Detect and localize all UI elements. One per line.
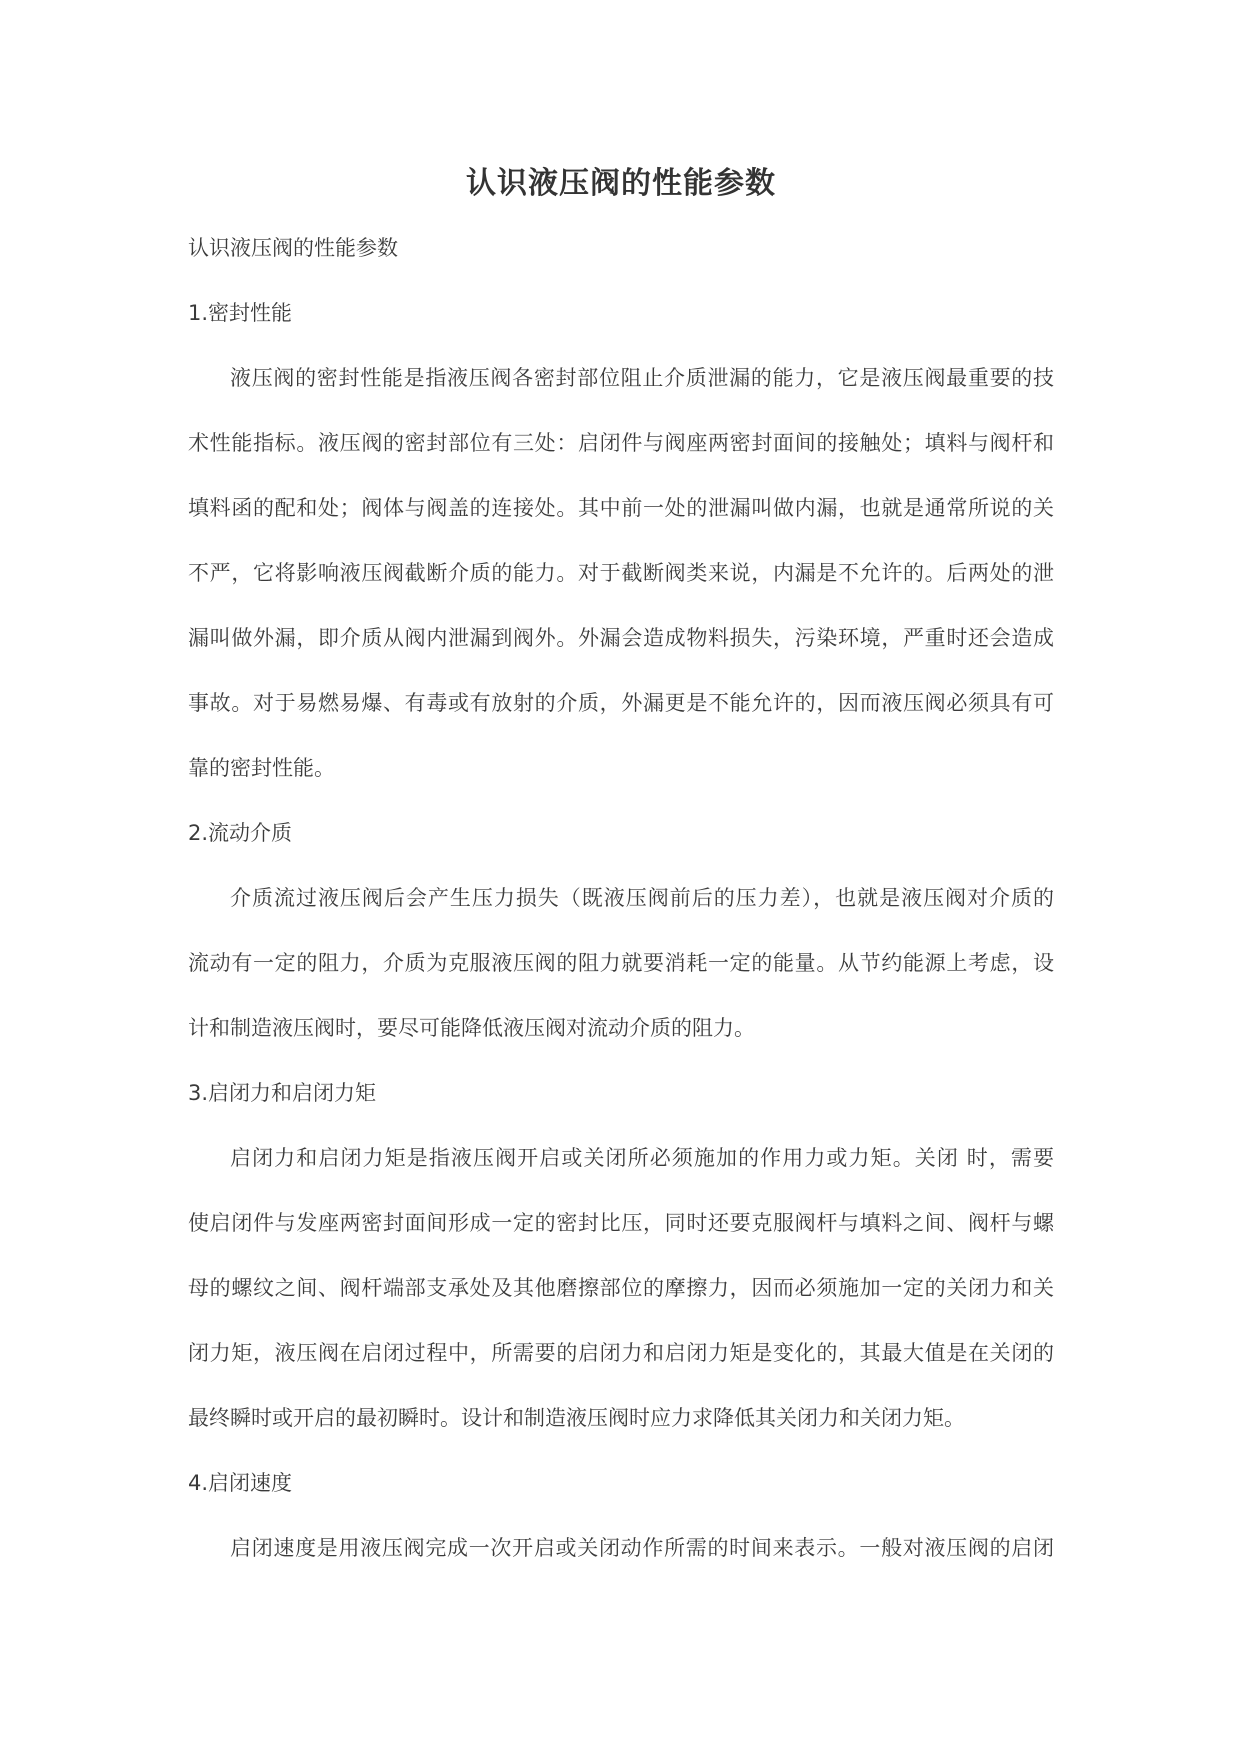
paragraph-line: 最终瞬时或开启的最初瞬时。设计和制造液压阀时应力求降低其关闭力和关闭力矩。 xyxy=(188,1406,965,1430)
paragraph-line: 术性能指标。液压阀的密封部位有三处：启闭件与阀座两密封面间的接触处；填料与阀杆和 xyxy=(188,431,1054,455)
paragraph-line: 计和制造液压阀时，要尽可能降低液压阀对流动介质的阻力。 xyxy=(188,1016,755,1040)
paragraph-line: 使启闭件与发座两密封面间形成一定的密封比压，同时还要克服阀杆与填料之间、阀杆与螺 xyxy=(188,1211,1054,1235)
paragraph-line: 液压阀的密封性能是指液压阀各密封部位阻止介质泄漏的能力，它是液压阀最重要的技 xyxy=(230,366,1054,390)
document-subtitle: 认识液压阀的性能参数 xyxy=(188,236,398,260)
paragraph-line: 事故。对于易燃易爆、有毒或有放射的介质，外漏更是不能允许的，因而液压阀必须具有可 xyxy=(188,691,1054,715)
paragraph-line: 启闭速度是用液压阀完成一次开启或关闭动作所需的时间来表示。一般对液压阀的启闭 xyxy=(230,1536,1054,1560)
paragraph-line: 闭力矩，液压阀在启闭过程中，所需要的启闭力和启闭力矩是变化的，其最大值是在关闭的 xyxy=(188,1341,1054,1365)
section-heading: 4.启闭速度 xyxy=(188,1471,293,1495)
section-heading: 1.密封性能 xyxy=(188,301,293,325)
paragraph-line: 介质流过液压阀后会产生压力损失（既液压阀前后的压力差），也就是液压阀对介质的 xyxy=(230,886,1054,910)
section-heading: 2.流动介质 xyxy=(188,821,293,845)
paragraph-line: 不严，它将影响液压阀截断介质的能力。对于截断阀类来说，内漏是不允许的。后两处的泄 xyxy=(188,561,1054,585)
paragraph-line: 母的螺纹之间、阀杆端部支承处及其他磨擦部位的摩擦力，因而必须施加一定的关闭力和关 xyxy=(188,1276,1054,1300)
paragraph-line: 流动有一定的阻力，介质为克服液压阀的阻力就要消耗一定的能量。从节约能源上考虑，设 xyxy=(188,951,1054,975)
paragraph-line: 靠的密封性能。 xyxy=(188,756,335,780)
page-title: 认识液压阀的性能参数 xyxy=(466,166,776,201)
section-heading: 3.启闭力和启闭力矩 xyxy=(188,1081,377,1105)
paragraph-line: 填料函的配和处；阀体与阀盖的连接处。其中前一处的泄漏叫做内漏，也就是通常所说的关 xyxy=(188,496,1054,520)
paragraph-line: 漏叫做外漏，即介质从阀内泄漏到阀外。外漏会造成物料损失，污染环境，严重时还会造成 xyxy=(188,626,1054,650)
paragraph-line: 启闭力和启闭力矩是指液压阀开启或关闭所必须施加的作用力或力矩。关闭 时，需要 xyxy=(230,1146,1054,1170)
document-body xyxy=(188,151,1054,1581)
